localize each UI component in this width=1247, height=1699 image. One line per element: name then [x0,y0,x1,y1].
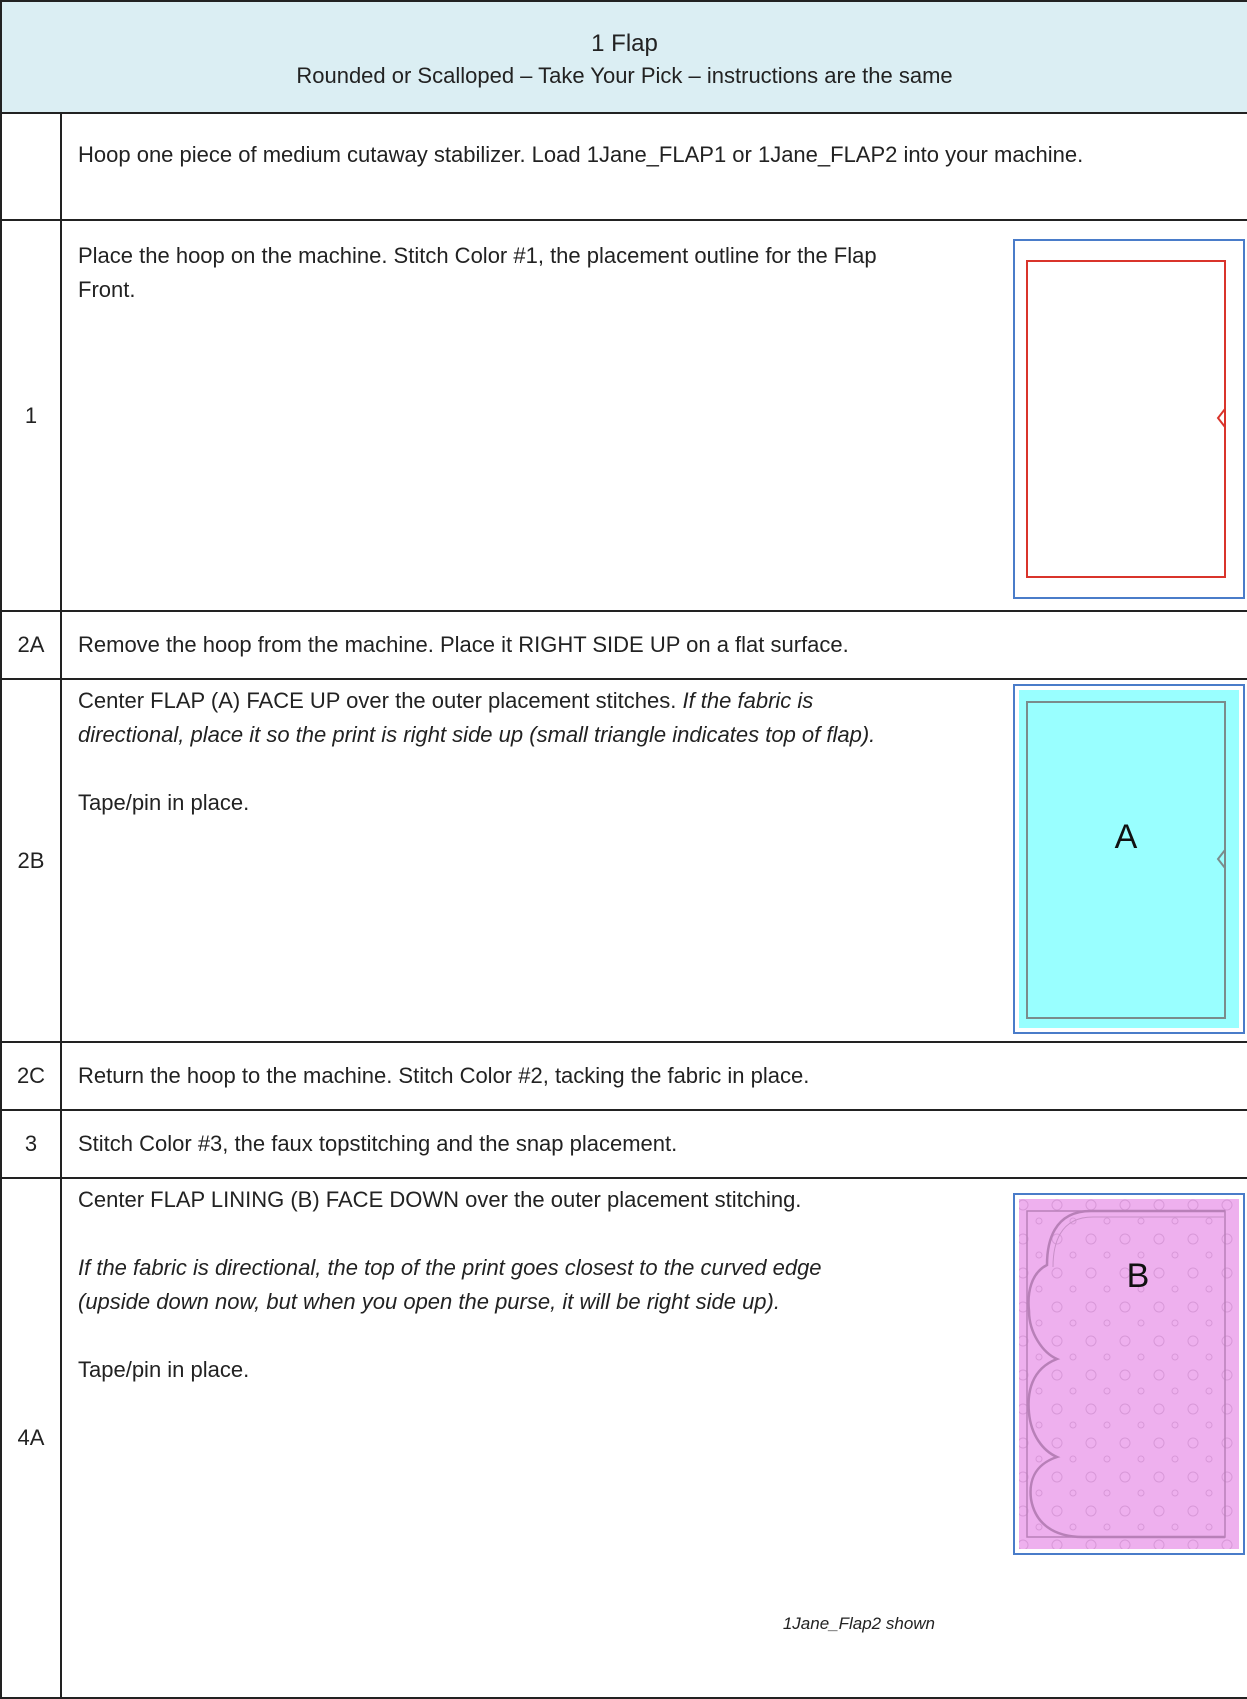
placement-outline-figure [1013,239,1245,599]
step-text: Center FLAP LINING (B) FACE DOWN over the outer placement stitching. [78,1187,802,1212]
step-number: 2A [1,611,61,679]
table-row [1,679,1247,1042]
step-text-cell [61,113,1247,220]
table-header [1,1,1247,113]
table-row [1,1110,1247,1178]
step-text-cell [61,679,1247,1042]
fabric-b-label: B [1126,1257,1150,1295]
step-text-cell [61,220,1247,611]
step-text: Remove the hoop from the machine. Place it RIGHT SIDE UP on a flat surface. [78,632,849,657]
table-row [1,611,1247,679]
step-number: 4A [1,1178,61,1698]
step-text-cell [61,1178,1247,1698]
step-number: 2C [1,1042,61,1110]
step-number: 2B [1,679,61,1042]
step-text-secondary: Tape/pin in place. [78,790,250,815]
step-number: 1 [1,220,61,611]
step-text-note: If the fabric is directional, the top of the print goes closest to the curved edge (upside down now, but when you open the purse, it will be right side up). [78,1255,822,1314]
step-text-cell [61,1110,1247,1178]
table-row [1,1042,1247,1110]
step-text-cell [61,611,1247,679]
step-text: Stitch Color #3, the faux topstitching and the snap placement. [78,1131,678,1156]
page-subtitle: Rounded or Scalloped – Take Your Pick – instructions are the same [296,63,953,88]
fabric-b-figure [1013,1193,1245,1555]
step-text: Place the hoop on the machine. Stitch Color #1, the placement outline for the Flap Front. [78,243,877,302]
step-text-cell [61,1042,1247,1110]
step-number [1,113,61,220]
fabric-a-figure [1013,684,1245,1034]
table-row [1,220,1247,611]
table-row [1,113,1247,220]
step-text-secondary: Tape/pin in place. [78,1357,250,1382]
figure-caption: 1Jane_Flap2 shown [782,1614,936,1633]
page-title: 1 Flap [591,30,658,57]
step-text [78,684,898,752]
step-text-main: Center FLAP (A) FACE UP over the outer placement stitches. [78,688,677,713]
step-text: Return the hoop to the machine. Stitch Color #2, tacking the fabric in place. [78,1063,810,1088]
table-row [1,1178,1247,1698]
step-text: Hoop one piece of medium cutaway stabilizer. Load 1Jane_FLAP1 or 1Jane_FLAP2 into your machine. [78,142,1084,167]
step-text-note: If the fabric is directional, place it so the print is right side up (small triangle indicates top of flap). [78,688,876,747]
step-number: 3 [1,1110,61,1178]
fabric-a-label: A [1114,818,1138,856]
